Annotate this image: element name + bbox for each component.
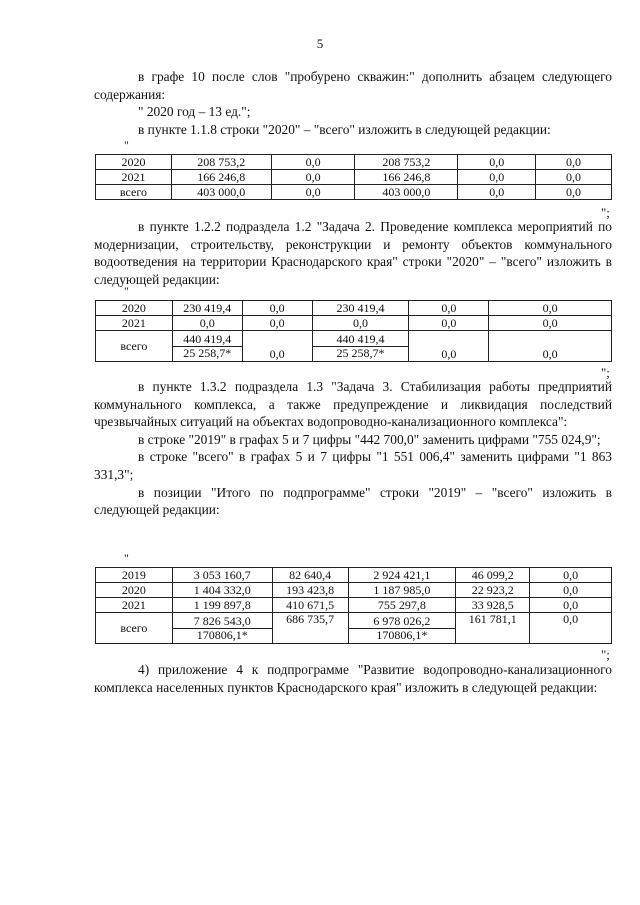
table-cell: 2021 [96, 598, 173, 613]
paragraph: в строке "2019" в графах 5 и 7 цифры "442 700,0" заменить цифрами "755 024,9"; [138, 431, 601, 447]
cell-line: 7 826 543,0 [193, 613, 251, 628]
table-cell: 0,0 [312, 316, 409, 331]
paragraph: в пункте 1.3.2 подраздела 1.3 "Задача 3. Стабилизация работы предприятий коммунального комплекса, а также предупреждение и ликвидация последствий чрезвычайных ситуаций на объектах водопроводно-канализационного комплекса": [94, 379, 612, 430]
table-cell [312, 331, 409, 362]
table-row [96, 568, 612, 583]
table-cell: 161 781,1 [456, 613, 530, 644]
table-cell: 0,0 [458, 155, 536, 170]
cell-line: 440 419,4 [336, 331, 385, 346]
table-cell: 0,0 [536, 170, 612, 185]
table-cell: 0,0 [489, 316, 612, 331]
table-cell: 403 000,0 [355, 185, 458, 200]
table-cell: 0,0 [242, 331, 312, 362]
page-number: 5 [316, 36, 324, 51]
paragraph: в строке "всего" в графах 5 и 7 цифры "1 551 006,4" заменить цифрами "1 863 331,3"; [94, 449, 612, 482]
table-3 [95, 567, 612, 644]
table-cell: 0,0 [271, 185, 355, 200]
table-cell: 208 753,2 [171, 155, 271, 170]
table-row-total [96, 613, 612, 644]
table-cell: 2021 [96, 316, 173, 331]
table-cell: 0,0 [536, 185, 612, 200]
table-cell: 0,0 [409, 316, 489, 331]
table-cell: всего [96, 331, 173, 362]
paragraph: в пункте 1.1.8 строки "2020" – "всего" изложить в следующей редакции: [138, 121, 551, 137]
cell-line: 6 978 026,2 [373, 613, 431, 628]
table-cell: 0,0 [271, 170, 355, 185]
table-cell: 166 246,8 [355, 170, 458, 185]
table-cell: 0,0 [489, 301, 612, 316]
table-cell: 0,0 [458, 170, 536, 185]
paragraph: в пункте 1.2.2 подраздела 1.2 "Задача 2. Проведение комплекса мероприятий по модернизации, строительству, реконструкции и ремонту объектов коммунального водоотведения на территории Краснодарского края" строки "2020" – "всего" изложить в следующей редакции: [94, 219, 612, 287]
table-cell: 0,0 [530, 583, 612, 598]
table-cell: 0,0 [458, 185, 536, 200]
table-cell: 0,0 [242, 316, 312, 331]
table-row [96, 583, 612, 598]
table-cell: 3 053 160,7 [172, 568, 272, 583]
table-cell: 2021 [96, 170, 172, 185]
close-quote: "; [601, 365, 610, 380]
close-quote: "; [601, 205, 610, 220]
table-cell: 0,0 [489, 331, 612, 362]
table-cell: 208 753,2 [355, 155, 458, 170]
table-row [96, 598, 612, 613]
table-1 [95, 154, 612, 200]
table-row [96, 301, 612, 316]
table-cell: 0,0 [530, 598, 612, 613]
paragraph-block-2 [94, 218, 612, 288]
open-quote: " [124, 138, 129, 152]
table-cell: 1 187 985,0 [348, 583, 456, 598]
table-cell [172, 331, 242, 362]
table-cell: 403 000,0 [171, 185, 271, 200]
table-cell: всего [96, 613, 173, 644]
table-cell: 0,0 [172, 316, 242, 331]
table-cell: 2020 [96, 583, 173, 598]
table-cell: 33 928,5 [456, 598, 530, 613]
table-cell: 2020 [96, 155, 172, 170]
table-cell: 230 419,4 [312, 301, 409, 316]
table-row [96, 316, 612, 331]
table-cell: 22 923,2 [456, 583, 530, 598]
open-quote: " [124, 551, 129, 565]
open-quote: " [124, 284, 129, 298]
table-cell: 230 419,4 [172, 301, 242, 316]
table-cell: 1 404 332,0 [172, 583, 272, 598]
table-cell: 0,0 [530, 613, 612, 644]
table-row-total [96, 331, 612, 362]
close-quote: "; [601, 647, 610, 662]
table-cell: 46 099,2 [456, 568, 530, 583]
table-cell: 1 199 897,8 [172, 598, 272, 613]
table-cell: 193 423,8 [272, 583, 348, 598]
paragraph-block-4 [94, 661, 612, 696]
table-cell: 0,0 [409, 331, 489, 362]
cell-line: 25 258,7* [173, 346, 242, 360]
table-cell: 82 640,4 [272, 568, 348, 583]
paragraph-block-3 [94, 378, 612, 519]
paragraph: в графе 10 после слов "пробурено скважин:" дополнить абзацем следующего содержания: [94, 69, 612, 102]
table-row [96, 170, 612, 185]
table-cell: 0,0 [271, 155, 355, 170]
table-row [96, 185, 612, 200]
table-2 [95, 300, 612, 362]
table-cell: 755 297,8 [348, 598, 456, 613]
paragraph: " 2020 год – 13 ед."; [138, 104, 251, 120]
cell-line: 170806,1* [349, 628, 456, 642]
table-cell: 686 735,7 [272, 613, 348, 644]
cell-line: 170806,1* [173, 628, 272, 642]
table-row [96, 155, 612, 170]
table-cell: 2 924 421,1 [348, 568, 456, 583]
paragraph: в позиции "Итого по подпрограмме" строки "2019" – "всего" изложить в следующей редакции: [94, 484, 612, 518]
cell-line: 25 258,7* [313, 346, 409, 360]
table-cell: 0,0 [242, 301, 312, 316]
table-cell: 0,0 [409, 301, 489, 316]
paragraph: 4) приложение 4 к подпрограмме "Развитие водопроводно-канализационного комплекса населенных пунктов Краснодарского края" изложить в следующей редакции: [94, 662, 612, 695]
table-cell: 0,0 [536, 155, 612, 170]
table-cell: 166 246,8 [171, 170, 271, 185]
paragraph-block-1 [94, 68, 612, 138]
table-cell: всего [96, 185, 172, 200]
table-cell: 2020 [96, 301, 173, 316]
table-cell: 0,0 [530, 568, 612, 583]
table-cell [348, 613, 456, 644]
cell-line: 440 419,4 [183, 331, 232, 346]
table-cell [172, 613, 272, 644]
table-cell: 2019 [96, 568, 173, 583]
table-cell: 410 671,5 [272, 598, 348, 613]
